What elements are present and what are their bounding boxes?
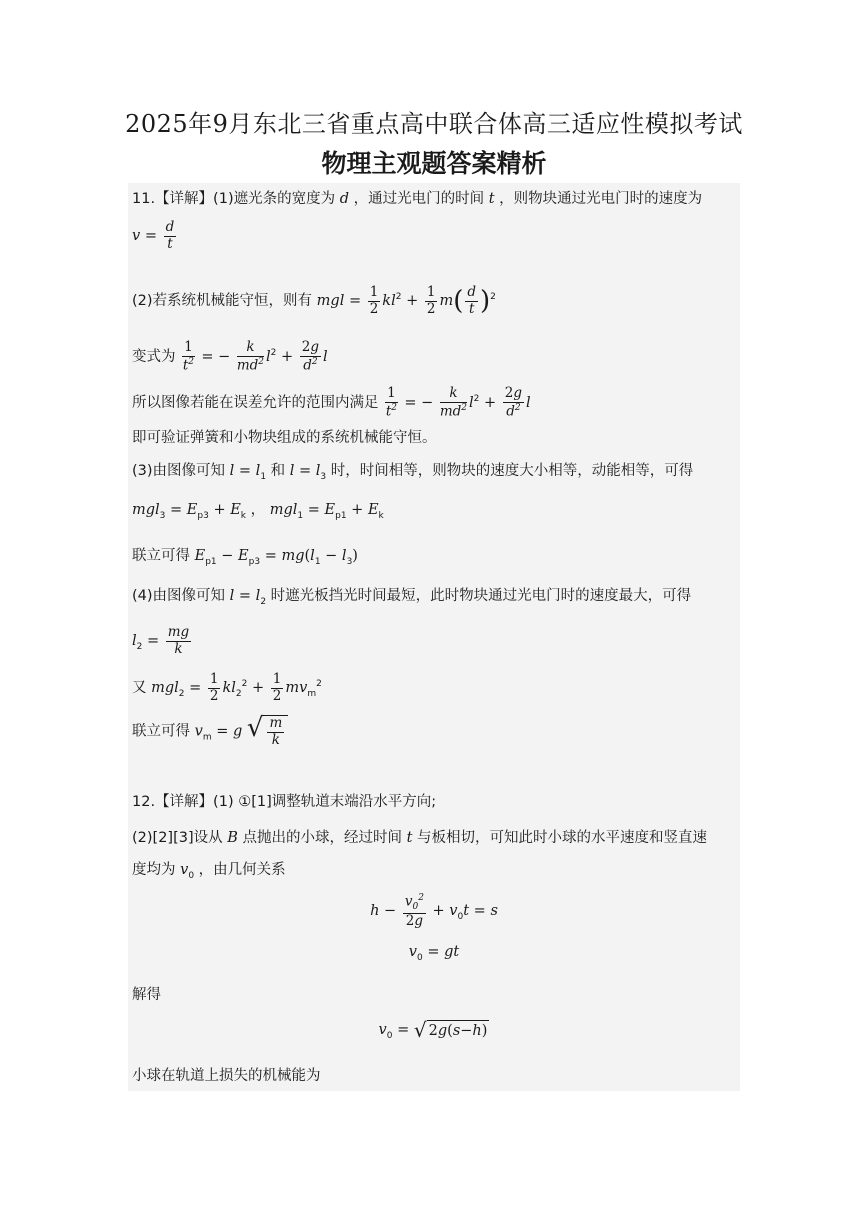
q12-part2-text-cont: 度均为 $v_0$ ，由几何关系 bbox=[132, 862, 286, 881]
q11-combined-equation: 联立可得 $E_{p1} - E_{p3} = mg(l_1 - l_3)$ bbox=[132, 548, 358, 567]
q12-part1-text: 12.【详解】(1) ①[1]调整轨道末端沿水平方向; bbox=[132, 794, 437, 810]
q11-velocity-formula: v = $\frac{d}{t}$ bbox=[132, 219, 175, 252]
q12-v0-equation: $v_0$ = gt bbox=[408, 944, 460, 963]
q11-l2-formula: $l_2$ = $\frac{mg}{k}$ bbox=[132, 624, 190, 657]
q12-energy-loss-text: 小球在轨道上损失的机械能为 bbox=[132, 1068, 321, 1084]
q11-energy-equations: $mgl_3 = E_{p3} + E_k$ ， $mgl_1 = E_{p1} + E_k$ bbox=[132, 502, 384, 521]
q11-transformed-formula: 变式为 $\frac{1}{t^2}$ = − $\frac{k}{md^2}$ $l^2$ + $\frac{2g}{d^2}$ l bbox=[132, 339, 328, 374]
q12-v0-solution: $v_0$ = √ 2 g ( s − h ) bbox=[378, 1018, 488, 1042]
q12-solve-label: 解得 bbox=[132, 987, 161, 1003]
q11-conclusion-text: 即可验证弹簧和小物块组成的系统机械能守恒。 bbox=[132, 430, 437, 446]
q11-part2-text: (2)若系统机械能守恒，则有 mgl = $\frac{1}{2}$ $kl^2$ + $\frac{1}{2}$ m( $\frac{d}{t}$ )$^2$ bbox=[132, 284, 496, 317]
document-title: 2025年9月东北三省重点高中联合体高三适应性模拟考试 bbox=[125, 110, 743, 138]
q11-condition-formula: 所以图像若能在误差允许的范围内满足 $\frac{1}{t^2}$ = − $\frac{k}{md^2}$ $l^2$ + $\frac{2g}{d^2}$ l bbox=[132, 385, 531, 420]
q12-part2-text: (2)[2][3]设从 B 点抛出的小球，经过时间 t 与板相切，可知此时小球的水平速度和竖直速 bbox=[132, 830, 708, 846]
q11-part4-text: (4)由图像可知 $l = l_2$ 时遮光板挡光时间最短，此时物块通过光电门时的速度最大，可得 bbox=[132, 588, 692, 607]
q11-vmax-formula: 联立可得 $v_m = g$ √ $\frac{m}{k}$ bbox=[132, 715, 288, 748]
q12-geometry-equation: h − $\frac{v_0^2}{2g}$ + $v_0t = s$ bbox=[370, 893, 498, 929]
document-subtitle: 物理主观题答案精析 bbox=[321, 149, 547, 178]
q11-part1-text: 11.【详解】(1)遮光条的宽度为 d ，通过光电门的时间 t ，则物块通过光电门时的速度为 bbox=[132, 191, 703, 207]
q11-part3-text: (3)由图像可知 $l = l_1$ 和 $l = l_3$ 时，时间相等，则物块的速度大小相等，动能相等，可得 bbox=[132, 463, 694, 482]
q11-energy-max-formula: 又 mgl$_2$ = $\frac{1}{2}$ $kl_2^2$ + $\frac{1}{2}$ $mv_m^2$ bbox=[132, 671, 322, 704]
